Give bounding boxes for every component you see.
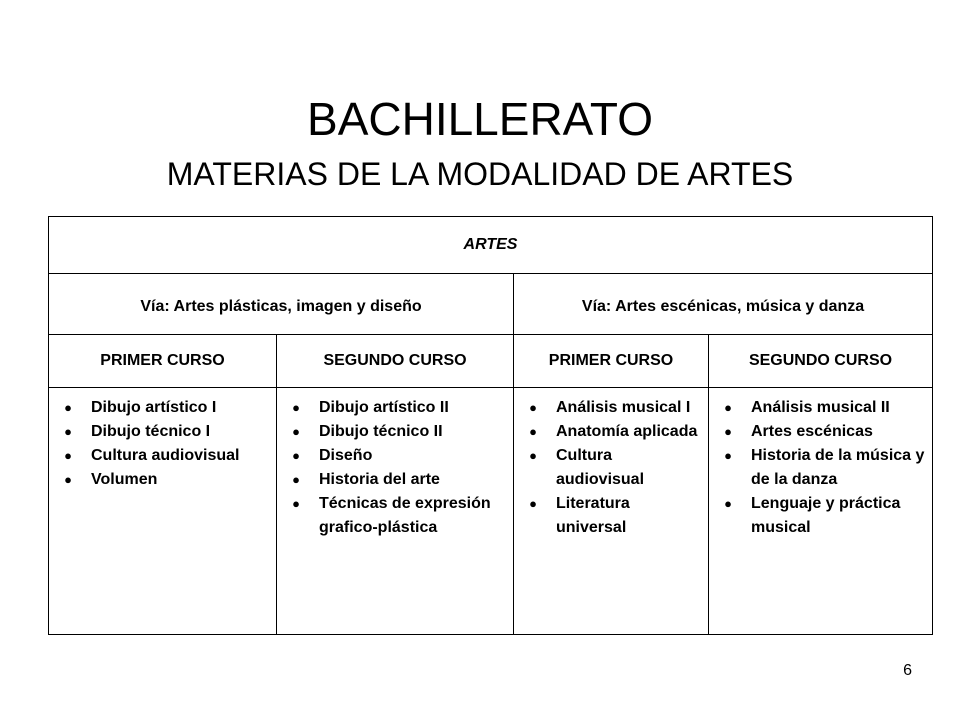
subject-list xyxy=(709,388,932,540)
bullet-dot-icon: ● xyxy=(724,424,732,439)
list-item xyxy=(721,420,932,444)
subject-label: Historia del arte xyxy=(319,471,440,488)
bullet-dot-icon: ● xyxy=(529,448,537,463)
bullet-dot-icon: ● xyxy=(64,448,72,463)
subject-label: Dibujo técnico I xyxy=(91,423,211,440)
list-item xyxy=(289,444,513,468)
list-item xyxy=(526,420,708,444)
subject-label: Cultura audiovisual xyxy=(556,447,645,488)
subjects-table xyxy=(48,216,933,635)
subject-label: Diseño xyxy=(319,447,373,464)
course-row xyxy=(49,335,933,388)
list-item xyxy=(526,444,708,492)
subject-label: Análisis musical II xyxy=(751,399,890,416)
bullet-dot-icon: ● xyxy=(292,400,300,415)
subject-label: Dibujo artístico I xyxy=(91,399,217,416)
bullet-dot-icon: ● xyxy=(292,472,300,487)
subject-label: Cultura audiovisual xyxy=(91,447,240,464)
subject-label: Dibujo artístico II xyxy=(319,399,449,416)
subject-label: Técnicas de expresión grafico-plástica xyxy=(319,495,491,536)
list-item xyxy=(289,420,513,444)
list-item xyxy=(721,492,932,540)
bullet-dot-icon: ● xyxy=(292,448,300,463)
list-item xyxy=(289,396,513,420)
subject-label: Anatomía aplicada xyxy=(556,423,698,440)
subject-label: Lenguaje y práctica musical xyxy=(751,495,901,536)
bullet-dot-icon: ● xyxy=(64,400,72,415)
bullet-dot-icon: ● xyxy=(529,400,537,415)
via-label: Vía: Artes escénicas, música y danza xyxy=(581,297,865,315)
list-item xyxy=(61,396,276,420)
list-item xyxy=(526,492,708,540)
subjects-cell xyxy=(277,388,514,635)
via-row xyxy=(49,274,933,335)
list-item xyxy=(61,444,276,468)
subject-label: Artes escénicas xyxy=(751,423,873,440)
bullet-dot-icon: ● xyxy=(724,496,732,511)
course-header: SEGUNDO CURSO xyxy=(709,335,933,388)
bullet-dot-icon: ● xyxy=(724,400,732,415)
course-header: PRIMER CURSO xyxy=(514,335,709,388)
list-item xyxy=(289,468,513,492)
list-item xyxy=(526,396,708,420)
subject-list xyxy=(514,388,708,540)
bullet-dot-icon: ● xyxy=(529,496,537,511)
subject-list xyxy=(277,388,513,540)
list-item xyxy=(289,492,513,540)
list-item xyxy=(61,420,276,444)
bullet-dot-icon: ● xyxy=(529,424,537,439)
table-header-artes: ARTES xyxy=(49,217,933,274)
course-header: SEGUNDO CURSO xyxy=(277,335,514,388)
subject-label: Historia de la música y de la danza xyxy=(751,447,925,488)
subjects-cell xyxy=(49,388,277,635)
subject-label: Volumen xyxy=(91,471,158,488)
via-header-plasticas xyxy=(49,274,514,335)
page-title: BACHILLERATO xyxy=(307,93,653,145)
bullet-dot-icon: ● xyxy=(64,472,72,487)
via-label: Vía: Artes plásticas, imagen y diseño xyxy=(140,297,422,315)
subjects-cell xyxy=(514,388,709,635)
page-number: 6 xyxy=(903,662,912,679)
list-item xyxy=(721,396,932,420)
subject-label: Literatura universal xyxy=(556,495,630,536)
bullet-dot-icon: ● xyxy=(292,424,300,439)
subjects-row xyxy=(49,388,933,635)
via-header-escenicas xyxy=(514,274,933,335)
subjects-cell xyxy=(709,388,933,635)
list-item xyxy=(61,468,276,492)
list-item xyxy=(721,444,932,492)
subject-label: Análisis musical I xyxy=(556,399,691,416)
bullet-dot-icon: ● xyxy=(292,496,300,511)
subject-list xyxy=(49,388,276,492)
bullet-dot-icon: ● xyxy=(724,448,732,463)
page-subtitle: MATERIAS DE LA MODALIDAD DE ARTES xyxy=(166,156,794,192)
course-header: PRIMER CURSO xyxy=(49,335,277,388)
table-header-row xyxy=(49,217,933,274)
subject-label: Dibujo técnico II xyxy=(319,423,443,440)
bullet-dot-icon: ● xyxy=(64,424,72,439)
